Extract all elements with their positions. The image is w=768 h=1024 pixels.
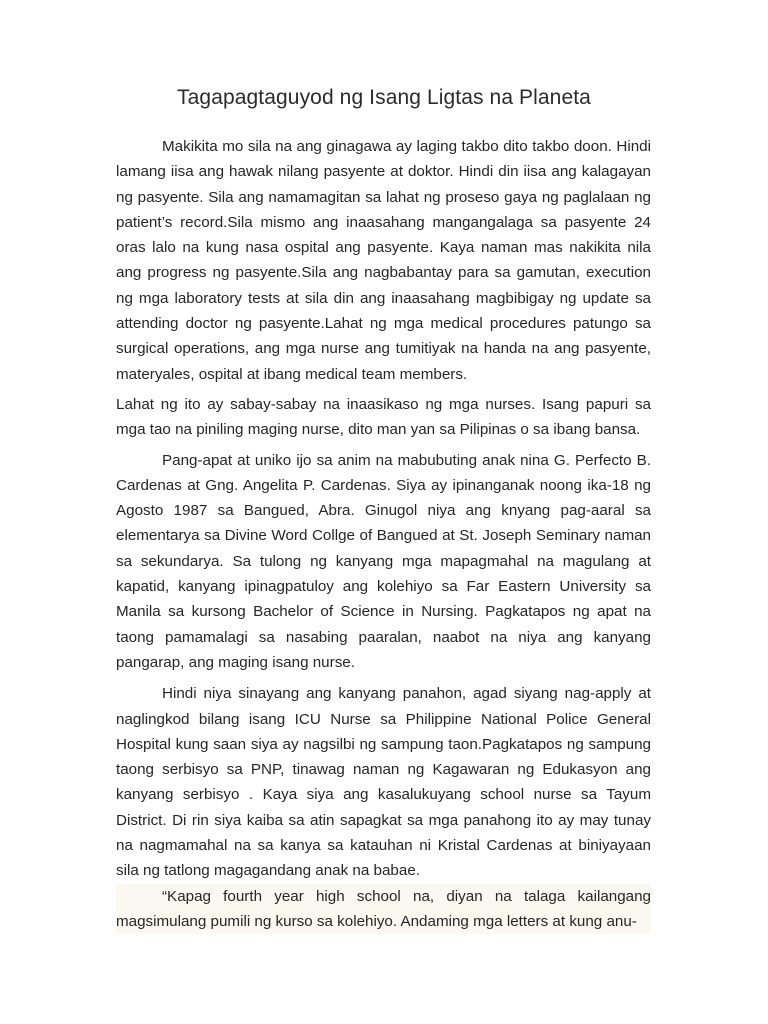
paragraph-1: Makikita mo sila na ang ginagawa ay laging takbo dito takbo doon. Hindi lamang iisa ang hawak nilang pasyente at doktor. Hindi din iisa ang kalagayan ng pasyente. Sila ang namamagitan sa lahat ng proseso gaya ng paglalaan ng patient’s record.Sila mismo ang inaasahang mangangalaga sa pasyente 24 oras lalo na kung nasa ospital ang pasyente. Kaya naman mas nakikita nila ang progress ng pasyente.Sila ang nagbabantay para sa gamutan, execution ng mga laboratory tests at sila din ang inaasahang magbibigay ng update sa attending doctor ng pasyente.Lahat ng mga medical procedures patungo sa surgical operations, ang mga nurse ang tumitiyak na handa na ang pasyente, materyales, ospital at ibang medical team members. (116, 138, 651, 383)
paragraph-3: Pang-apat at uniko ijo sa anim na mabubuting anak nina G. Perfecto B. Cardenas at Gng. Angelita P. Cardenas. Siya ay ipinanganak noong ika-18 ng Agosto 1987 sa Bangued, Abra. Ginugol niya ang knyang pag-aaral sa elementarya sa Divine Word Collge of Bangued at St. Joseph Seminary naman sa sekundarya. Sa tulong ng kanyang mga mapagmahal na magulang at kapatid, kanyang ipinagpatuloy ang kolehiyo sa Far Eastern University sa Manila sa kursong Bachelor of Science in Nursing. Pagkatapos ng apat na taong pamamalagi sa nasabing paaralan, naabot na niya ang kanyang pangarap, ang maging isang nurse. (116, 451, 651, 671)
document-title: Tagapagtaguyod ng Isang Ligtas na Planeta (177, 86, 591, 109)
document-body (116, 134, 651, 934)
paragraph-4: Hindi niya sinayang ang kanyang panahon, agad siyang nag-apply at naglingkod bilang isang ICU Nurse sa Philippine National Police General Hospital kung saan siya ay nagsilbi ng sampung taon.Pagkatapos ng sampung taong serbisyo sa PNP, tinawag naman ng Kagawaran ng Edukasyon ang kanyang serbisyo . Kaya siya ang kasalukuyang school nurse sa Tayum District. Di rin siya kaiba sa atin sapagkat sa mga panahong ito ay may tunay na nagmamahal na sa kanya sa katauhan ni Kristal Cardenas at biniyayaan sila ng tatlong magagandang anak na babae. (116, 685, 651, 880)
paragraph-2: Lahat ng ito ay sabay-sabay na inaasikaso ng mga nurses. Isang papuri sa mga tao na piniling maging nurse, dito man yan sa Pilipinas o sa ibang bansa. (116, 395, 651, 439)
paragraph-5: “Kapag fourth year high school na, diyan na talaga kailangang magsimulang pumili ng kurso sa kolehiyo. Andaming mga letters at kung anu- (116, 884, 651, 935)
